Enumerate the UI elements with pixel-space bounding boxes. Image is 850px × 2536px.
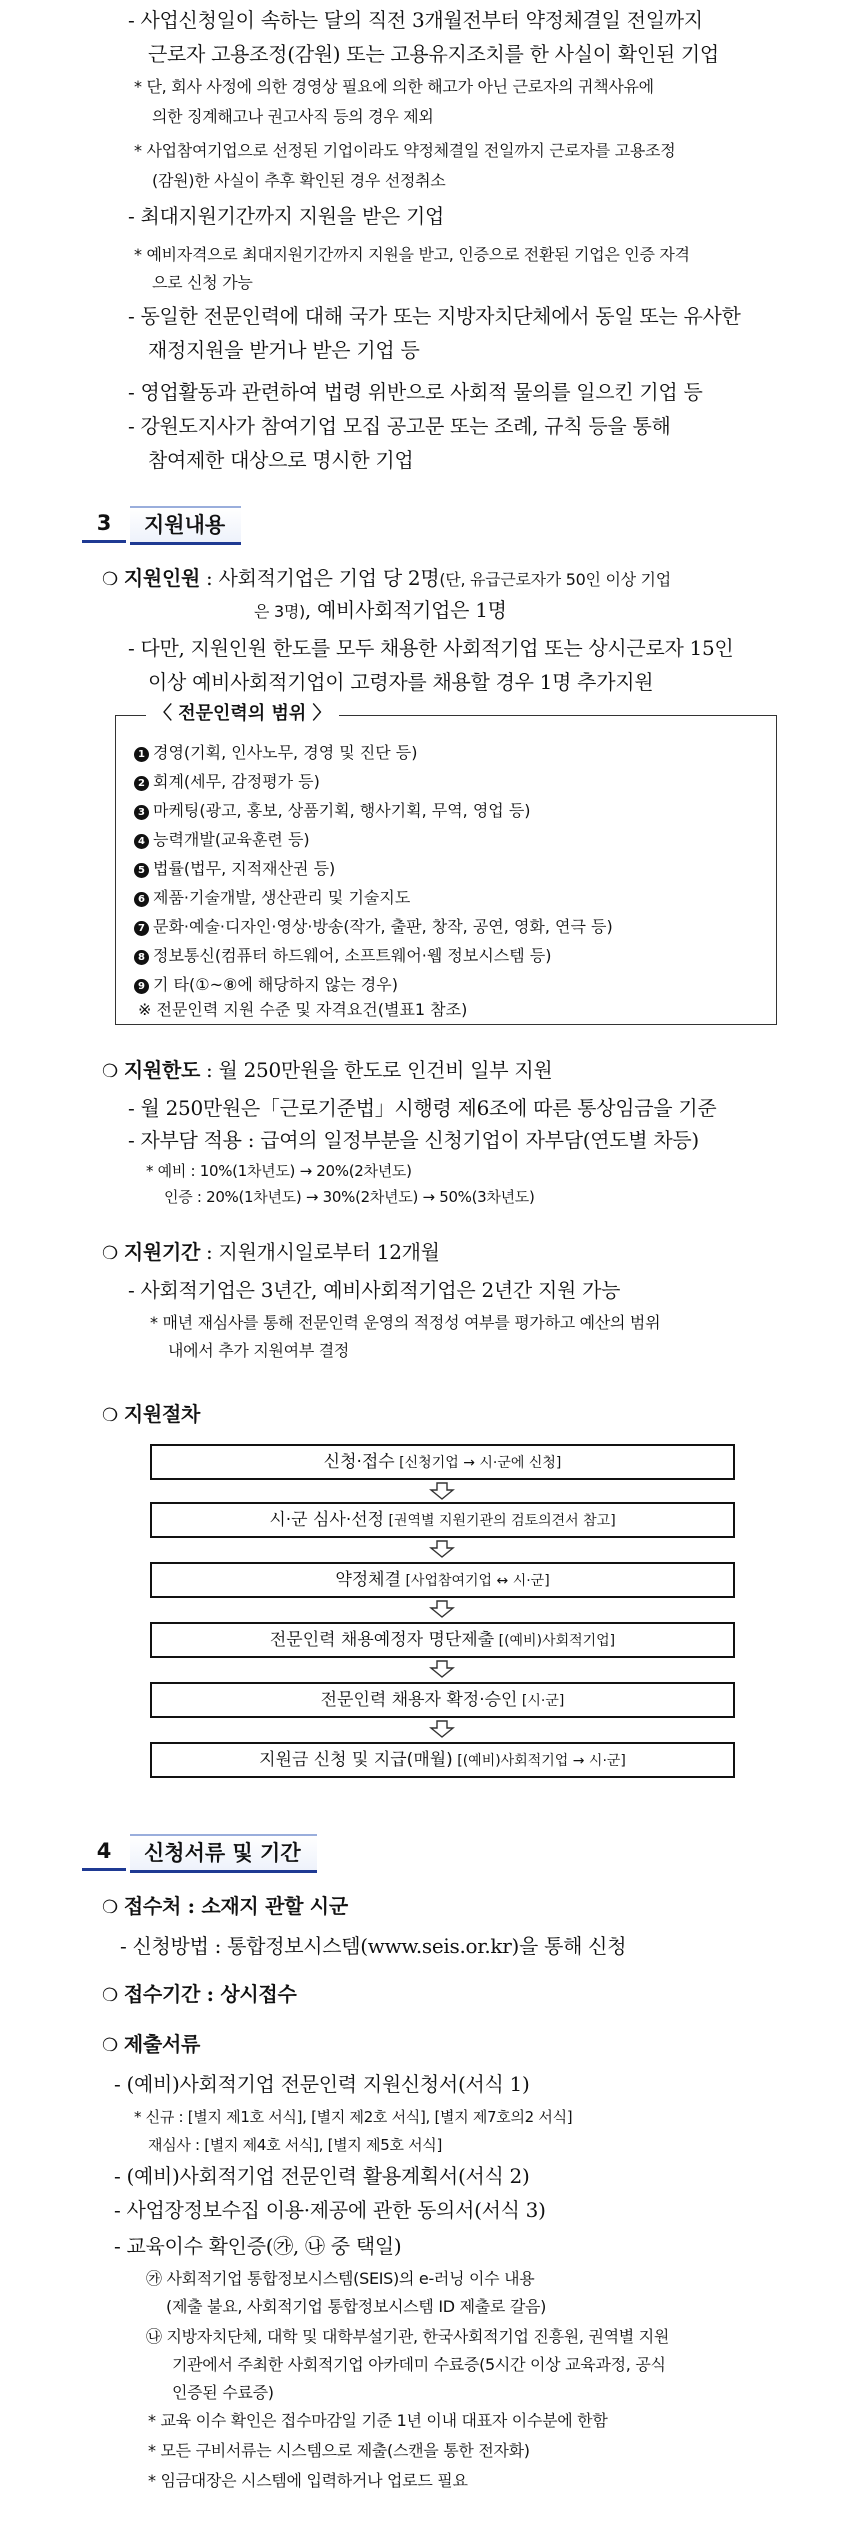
doc-note: 기관에서 주최한 사회적기업 아카데미 수료증(5시간 이상 교육과정, 공식 [172,2355,666,2374]
limit-label: 지원한도 [123,1058,200,1082]
scope-note: ※ 전문인력 지원 수준 및 자격요건(별표1 참조) [138,1000,468,1019]
doc-note: * 모든 구비서류는 시스템으로 제출(스캔을 통한 전자화) [148,2441,530,2460]
scope-item: 9 기 타(①~⑧에 해당하지 않는 경우) [134,974,398,996]
scope-item: 4 능력개발(교육훈련 등) [134,829,310,851]
personnel-small: 은 3명) [254,602,305,621]
number-bullet-icon: 6 [134,892,149,907]
doc-note: 인증된 수료증) [172,2383,274,2402]
scope-title: 〈 전문인력의 범위 〉 [146,700,339,728]
personnel-sub: - 다만, 지원인원 한도를 모두 채용한 사회적기업 또는 상시근로자 15인 [128,636,734,660]
period-note: * 매년 재심사를 통해 전문인력 운영의 적정성 여부를 평가하고 예산의 범위 [150,1313,661,1332]
intro-line: - 사업신청일이 속하는 달의 직전 3개월전부터 약정체결일 전일까지 [128,8,703,32]
circle-bullet-icon: ❍ [102,2035,118,2056]
circle-bullet-icon: ❍ [102,1985,118,2006]
personnel-sub: 이상 예비사회적기업이 고령자를 채용할 경우 1명 추가지원 [148,670,654,694]
down-arrow-icon [428,1482,456,1500]
place-heading: ❍ 접수처 : 소재지 관할 시군 [102,1894,348,1918]
intro-line: 참여제한 대상으로 명시한 기업 [148,448,414,472]
scope-item: 5 법률(법무, 지적재산권 등) [134,858,335,880]
doc-item: - (예비)사회적기업 전문인력 활용계획서(서식 2) [114,2164,530,2188]
down-arrow-icon [428,1660,456,1678]
section-number: 3 [82,506,126,543]
docs-heading: ❍ 제출서류 [102,2032,200,2056]
intro-line: 재정지원을 받거나 받은 기업 등 [148,338,420,362]
expert-scope-box [115,703,777,1025]
period-heading: ❍ 접수기간 : 상시접수 [102,1982,297,2006]
number-bullet-icon: 1 [134,747,149,762]
number-bullet-icon: 3 [134,805,149,820]
doc-note: * 임금대장은 시스템에 입력하거나 업로드 필요 [148,2471,468,2490]
intro-note: * 사업참여기업으로 선정된 기업이라도 약정체결일 전일까지 근로자를 고용조정 [134,141,676,160]
doc-item: - 교육이수 확인증(㉮, ㉯ 중 택일) [114,2234,402,2258]
period-label: 지원기간 [123,1240,200,1264]
circle-bullet-icon: ❍ [102,1405,118,1426]
scope-item: 7 문화·예술·디자인·영상·방송(작가, 출판, 창작, 공연, 영화, 연극 등) [134,916,613,938]
down-arrow-icon [428,1540,456,1558]
number-bullet-icon: 4 [134,834,149,849]
flow-step: 약정체결 [사업참여기업 ↔ 시·군] [150,1562,735,1598]
period-sub: - 사회적기업은 3년간, 예비사회적기업은 2년간 지원 가능 [128,1278,621,1302]
circle-bullet-icon: ❍ [102,1061,118,1082]
personnel-small: (단, 유급근로자가 50인 이상 기업 [439,570,671,589]
flow-step: 전문인력 채용예정자 명단제출 [(예비)사회적기업] [150,1622,735,1658]
limit-note: 인증 : 20%(1차년도) → 30%(2차년도) → 50%(3차년도) [164,1188,535,1206]
place-sub: - 신청방법 : 통합정보시스템(www.seis.or.kr)을 통해 신청 [120,1934,627,1958]
doc-note: (제출 불요, 사회적기업 통합정보시스템 ID 제출로 갈음) [166,2297,547,2316]
period-heading [102,1238,440,1268]
down-arrow-icon [428,1720,456,1738]
personnel-text: : 사회적기업은 기업 당 2명 [200,566,440,590]
down-arrow-icon [428,1600,456,1618]
section-title: 지원내용 [130,506,241,545]
limit-heading [102,1056,552,1086]
scope-item: 8 정보통신(컴퓨터 하드웨어, 소프트웨어·웹 정보시스템 등) [134,945,552,967]
doc-note: * 신규 : [별지 제1호 서식], [별지 제2호 서식], [별지 제7호의2 서식] [134,2108,573,2126]
intro-note: * 단, 회사 사정에 의한 경영상 필요에 의한 해고가 아닌 근로자의 귀책사유에 [134,77,654,96]
intro-note: * 예비자격으로 최대지원기간까지 지원을 받고, 인증으로 전환된 기업은 인증 자격 [134,245,690,264]
scope-item: 3 마케팅(광고, 홍보, 상품기획, 행사기획, 무역, 영업 등) [134,800,531,822]
doc-item: - (예비)사회적기업 전문인력 지원신청서(서식 1) [114,2072,530,2096]
number-bullet-icon: 2 [134,776,149,791]
intro-line: - 동일한 전문인력에 대해 국가 또는 지방자치단체에서 동일 또는 유사한 [128,304,741,328]
personnel-heading-cont [254,596,507,624]
flow-step: 신청·접수 [신청기업 → 시·군에 신청] [150,1444,735,1480]
flow-step: 지원금 신청 및 지급(매월) [(예비)사회적기업 → 시·군] [150,1742,735,1778]
procedure-heading [102,1400,200,1430]
scope-item: 2 회계(세무, 감정평가 등) [134,771,320,793]
flow-step: 시·군 심사·선정 [권역별 지원기관의 검토의견서 참고] [150,1502,735,1538]
personnel-text: , 예비사회적기업은 1명 [304,598,507,622]
doc-note: ㉮ 사회적기업 통합정보시스템(SEIS)의 e-러닝 이수 내용 [146,2269,535,2288]
number-bullet-icon: 5 [134,863,149,878]
section-number: 4 [82,1834,126,1871]
limit-note: * 예비 : 10%(1차년도) → 20%(2차년도) [146,1162,412,1180]
number-bullet-icon: 9 [134,979,149,994]
doc-note: ㉯ 지방자치단체, 대학 및 대학부설기관, 한국사회적기업 진흥원, 권역별 지원 [146,2327,670,2346]
flow-step: 전문인력 채용자 확정·승인 [시·군] [150,1682,735,1718]
procedure-label: 지원절차 [123,1402,200,1426]
limit-sub: - 자부담 적용 : 급여의 일정부분을 신청기업이 자부담(연도별 차등) [128,1128,699,1152]
scope-item: 6 제품·기술개발, 생산관리 및 기술지도 [134,887,410,909]
intro-note: (감원)한 사실이 추후 확인된 경우 선정취소 [152,171,446,190]
number-bullet-icon: 8 [134,950,149,965]
section-title: 신청서류 및 기간 [130,1834,317,1873]
personnel-heading [102,564,671,594]
circle-bullet-icon: ❍ [102,1897,118,1918]
period-text: : 지원개시일로부터 12개월 [200,1240,440,1264]
limit-sub: - 월 250만원은「근로기준법」시행령 제6조에 따른 통상임금을 기준 [128,1096,717,1120]
doc-note: * 교육 이수 확인은 접수마감일 기준 1년 이내 대표자 이수분에 한함 [148,2411,608,2430]
intro-note: 의한 징계해고나 권고사직 등의 경우 제외 [152,107,434,126]
number-bullet-icon: 7 [134,921,149,936]
intro-line: 근로자 고용조정(감원) 또는 고용유지조치를 한 사실이 확인된 기업 [148,42,719,66]
limit-text: : 월 250만원을 한도로 인건비 일부 지원 [200,1058,553,1082]
intro-line: - 최대지원기간까지 지원을 받은 기업 [128,204,444,228]
intro-note: 으로 신청 가능 [152,273,253,292]
doc-item: - 사업장정보수집 이용·제공에 관한 동의서(서식 3) [114,2198,546,2222]
intro-line: - 강원도지사가 참여기업 모집 공고문 또는 조례, 규칙 등을 통해 [128,414,671,438]
section-4-header [82,1834,462,1868]
intro-line: - 영업활동과 관련하여 법령 위반으로 사회적 물의를 일으킨 기업 등 [128,380,703,404]
circle-bullet-icon: ❍ [102,1243,118,1264]
period-note: 내에서 추가 지원여부 결정 [168,1341,350,1360]
personnel-label: 지원인원 [123,566,200,590]
doc-note: 재심사 : [별지 제4호 서식], [별지 제5호 서식] [148,2136,443,2154]
circle-bullet-icon: ❍ [102,569,118,590]
section-3-header [82,506,392,540]
scope-item: 1 경영(기획, 인사노무, 경영 및 진단 등) [134,742,417,764]
